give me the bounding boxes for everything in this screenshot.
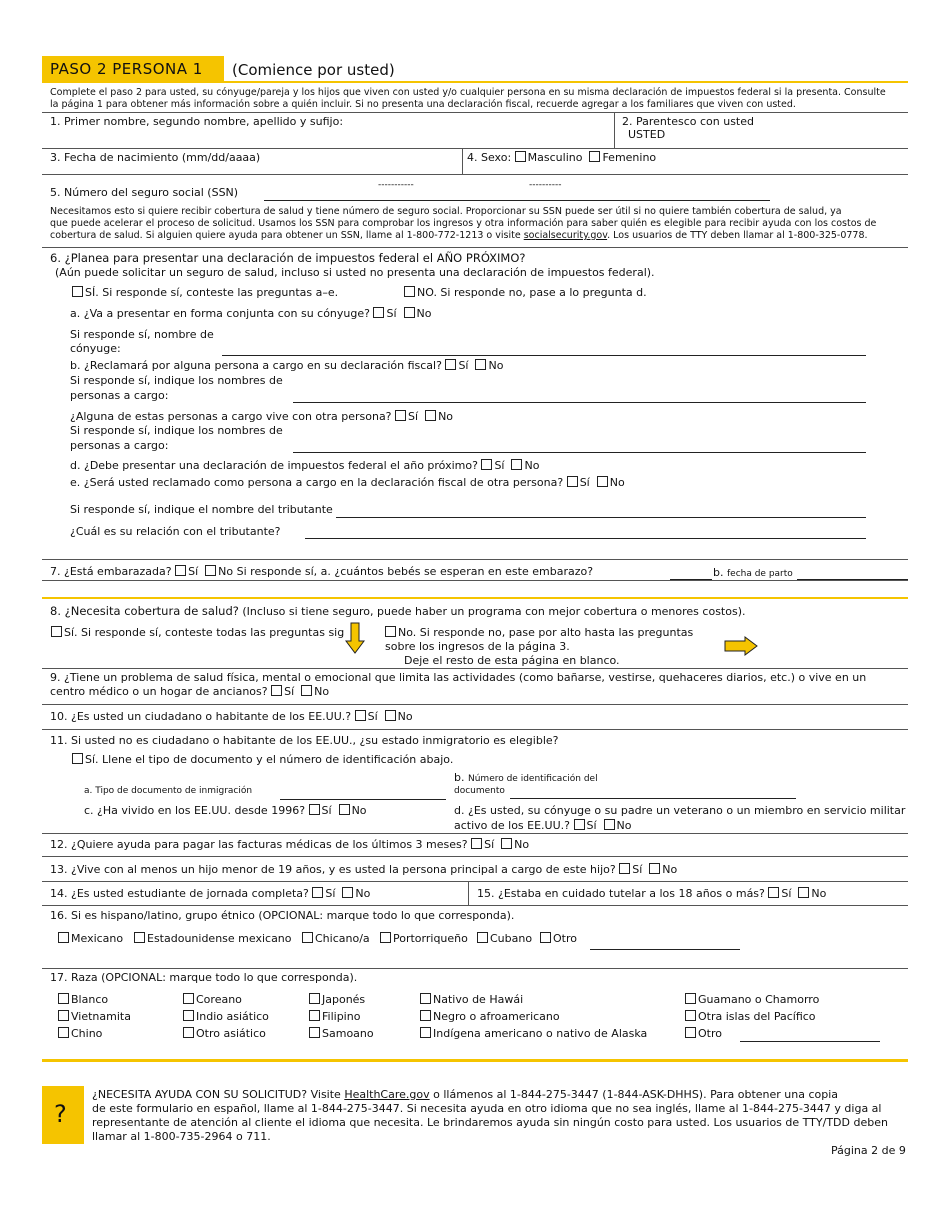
question-icon: ? <box>54 1100 67 1128</box>
checkbox-chino[interactable] <box>58 1027 69 1038</box>
q3-label: 3. Fecha de nacimiento (mm/dd/aaaa) <box>50 151 261 164</box>
checkbox-q15-yes[interactable] <box>768 887 779 898</box>
checkbox-otro-asiatico[interactable] <box>183 1027 194 1038</box>
dependents2-label: personas a cargo: <box>70 439 169 452</box>
q6-label: 6. ¿Planea para presentar una declaración de impuestos federal el AÑO PRÓXIMO? <box>50 251 526 265</box>
race-option: Samoano <box>309 1027 374 1040</box>
q8-no-line3: Deje el resto de esta página en blanco. <box>404 654 620 667</box>
checkbox-q11d-yes[interactable] <box>574 819 585 830</box>
ssn-input[interactable] <box>264 200 770 201</box>
help-text: llamar al 1-800-735-2964 o 711. <box>92 1130 271 1143</box>
checkbox-chicano[interactable] <box>302 932 313 943</box>
checkbox-male[interactable] <box>515 151 526 162</box>
checkbox-q11c-yes[interactable] <box>309 804 320 815</box>
help-text: ¿NECESITA AYUDA CON SU SOLICITUD? Visite HealthCare.gov o llámenos al 1-844-275-3447 (1-844-ASK-DHHS). Para obtener una copia <box>92 1088 839 1101</box>
spouse-name-input[interactable] <box>222 355 866 356</box>
checkbox-q6b-yes[interactable] <box>445 359 456 370</box>
race-option: Filipino <box>309 1010 360 1023</box>
q8-yes: Sí. Si responde sí, conteste todas las preguntas sig <box>51 626 344 639</box>
checkbox-otro-etnia[interactable] <box>540 932 551 943</box>
step-header-subtitle: (Comience por usted) <box>232 61 395 79</box>
q11a-label: a. Tipo de documento de inmigración <box>84 786 253 796</box>
checkbox-vietnamita[interactable] <box>58 1010 69 1021</box>
checkbox-q10-yes[interactable] <box>355 710 366 721</box>
checkbox-indigena[interactable] <box>420 1027 431 1038</box>
checkbox-nativo-hawai[interactable] <box>420 993 431 1004</box>
dependents-input[interactable] <box>293 402 866 403</box>
q6-yes: SÍ. Si responde sí, conteste las preguntas a–e. <box>72 286 338 299</box>
q17-label: 17. Raza (OPCIONAL: marque todo lo que corresponda). <box>50 971 358 984</box>
checkbox-blanco[interactable] <box>58 993 69 1004</box>
q4-label: 4. Sexo: Masculino Femenino <box>467 151 657 164</box>
q6c: ¿Alguna de estas personas a cargo vive con otra persona? Sí No <box>70 410 454 423</box>
checkbox-mexicano[interactable] <box>58 932 69 943</box>
document-id-input[interactable] <box>510 798 796 799</box>
q9-line2: centro médico o un hogar de ancianos? Sí No <box>50 685 330 698</box>
checkbox-q7-no[interactable] <box>205 565 216 576</box>
race-option: Japonés <box>309 993 365 1006</box>
q15: 15. ¿Estaba en cuidado tutelar a los 18 años o más? Sí No <box>477 887 827 900</box>
race-option: Otra islas del Pacífico <box>685 1010 816 1023</box>
filer-name-input[interactable] <box>336 517 866 518</box>
healthcare-link[interactable]: HealthCare.gov <box>344 1088 430 1101</box>
race-other-input[interactable] <box>740 1041 880 1042</box>
race-option: Coreano <box>183 993 242 1006</box>
checkbox-q11c-no[interactable] <box>339 804 350 815</box>
checkbox-coreano[interactable] <box>183 993 194 1004</box>
filer-relation-label: ¿Cuál es su relación con el tributante? <box>70 525 281 538</box>
checkbox-q6a-yes[interactable] <box>373 307 384 318</box>
checkbox-japones[interactable] <box>309 993 320 1004</box>
ssn-note: cobertura de salud. Si alguien quiere ayuda para obtener un SSN, llame al 1-800-772-1213 o visite socialsecurity.gov. Los usuarios de TTY deben llamar al 1-800-325-0778. <box>50 230 868 241</box>
q13: 13. ¿Vive con al menos un hijo menor de 19 años, y es usted la persona principal a cargo de este hijo? Sí No <box>50 863 678 876</box>
checkbox-q6c-no[interactable] <box>425 410 436 421</box>
checkbox-q15-no[interactable] <box>798 887 809 898</box>
checkbox-samoano[interactable] <box>309 1027 320 1038</box>
checkbox-q6e-yes[interactable] <box>567 476 578 487</box>
checkbox-q11-yes[interactable] <box>72 753 83 764</box>
checkbox-q14-yes[interactable] <box>312 887 323 898</box>
q1-label: 1. Primer nombre, segundo nombre, apellido y sufijo: <box>50 115 344 128</box>
checkbox-q8-no[interactable] <box>385 626 396 637</box>
checkbox-q14-no[interactable] <box>342 887 353 898</box>
q8-no-line2: sobre los ingresos de la página 3. <box>385 640 570 653</box>
ethnicity-option: Cubano <box>477 932 532 945</box>
checkbox-q12-yes[interactable] <box>471 838 482 849</box>
q7b: b. fecha de parto <box>713 566 793 579</box>
q6d: d. ¿Debe presentar una declaración de impuestos federal el año próximo? Sí No <box>70 459 540 472</box>
race-option: Indígena americano o nativo de Alaska <box>420 1027 647 1040</box>
q9-line1: 9. ¿Tiene un problema de salud física, mental o emocional que limita las actividades (como bañarse, vestirse, quehaceres diarios, etc.) o vive en un <box>50 671 867 684</box>
q6a: a. ¿Va a presentar en forma conjunta con su cónyuge? Sí No <box>70 307 432 320</box>
checkbox-q13-no[interactable] <box>649 863 660 874</box>
arrow-right-icon <box>724 636 758 656</box>
document-type-input[interactable] <box>280 799 446 800</box>
ssn-dash: ----------- <box>378 180 414 190</box>
race-option: Otro <box>685 1027 722 1040</box>
checkbox-q9-no[interactable] <box>301 685 312 696</box>
dependents2-label: Si responde sí, indique los nombres de <box>70 424 283 437</box>
checkbox-q6d-yes[interactable] <box>481 459 492 470</box>
checkbox-q13-yes[interactable] <box>619 863 630 874</box>
ssn-dash: ---------- <box>529 180 562 190</box>
spouse-name-label: Si responde sí, nombre de <box>70 328 214 341</box>
q11d-line2: activo de los EE.UU.? Sí No <box>454 819 632 832</box>
spouse-name-label: cónyuge: <box>70 342 121 355</box>
race-option: Indio asiático <box>183 1010 269 1023</box>
ethnicity-other-input[interactable] <box>590 949 740 950</box>
checkbox-indio-asiatico[interactable] <box>183 1010 194 1021</box>
q11-yes: Sí. Llene el tipo de documento y el número de identificación abajo. <box>72 753 453 766</box>
checkbox-q6b-no[interactable] <box>475 359 486 370</box>
q2-value: USTED <box>628 128 666 141</box>
checkbox-q12-no[interactable] <box>501 838 512 849</box>
dependents-label: personas a cargo: <box>70 389 169 402</box>
q6b: b. ¿Reclamará por alguna persona a cargo en su declaración fiscal? Sí No <box>70 359 504 372</box>
ethnicity-option: Chicano/a <box>302 932 370 945</box>
q10: 10. ¿Es usted un ciudadano o habitante de los EE.UU.? Sí No <box>50 710 413 723</box>
checkbox-q7-yes[interactable] <box>175 565 186 576</box>
dependents2-input[interactable] <box>293 452 866 453</box>
checkbox-q8-yes[interactable] <box>51 626 62 637</box>
q11b-label-line2: documento <box>454 786 505 796</box>
step-header-title: PASO 2 PERSONA 1 <box>50 60 203 78</box>
ssn-note: que puede acelerar el proceso de solicitud. Usamos los SSN para comprobar los ingresos y otra información para saber quién es elegible para recibir ayuda con los costos de <box>50 218 877 229</box>
race-option: Vietnamita <box>58 1010 131 1023</box>
checkbox-q11d-no[interactable] <box>604 819 615 830</box>
checkbox-q6-yes[interactable] <box>72 286 83 297</box>
q8-no: No. Si responde no, pase por alto hasta las preguntas <box>385 626 693 639</box>
checkbox-otra-islas[interactable] <box>685 1010 696 1021</box>
page-number: Página 2 de 9 <box>831 1144 906 1157</box>
checkbox-q6c-yes[interactable] <box>395 410 406 421</box>
ethnicity-option: Estadounidense mexicano <box>134 932 292 945</box>
checkbox-q6a-no[interactable] <box>404 307 415 318</box>
q11c: c. ¿Ha vivido en los EE.UU. desde 1996? Sí No <box>84 804 367 817</box>
ethnicity-option: Portorriqueño <box>380 932 468 945</box>
race-option: Guamano o Chamorro <box>685 993 819 1006</box>
q11d-line1: d. ¿Es usted, su cónyuge o su padre un veterano o un miembro en servicio militar <box>454 804 906 817</box>
help-text: representante de atención al cliente el idioma que necesita. Le brindaremos ayuda sin ningún costo para usted. Los usuarios de TTY/TDD deben <box>92 1116 888 1129</box>
help-text: de este formulario en español, llame al 1-844-275-3447. Si necesita ayuda en otro idioma que no sea inglés, llame al 1-844-275-3447 y diga al <box>92 1102 882 1115</box>
q8: 8. ¿Necesita cobertura de salud? (Incluso si tiene seguro, puede haber un programa con mejor cobertura o menores costos). <box>50 604 746 618</box>
arrow-down-icon <box>345 622 365 654</box>
checkbox-estadounidense-mexicano[interactable] <box>134 932 145 943</box>
ethnicity-option: Mexicano <box>58 932 123 945</box>
checkbox-otro-raza[interactable] <box>685 1027 696 1038</box>
checkbox-portorriqueno[interactable] <box>380 932 391 943</box>
q14: 14. ¿Es usted estudiante de jornada completa? Sí No <box>50 887 371 900</box>
socialsecurity-link[interactable]: socialsecurity.gov <box>523 230 608 241</box>
race-option: Chino <box>58 1027 102 1040</box>
q2-label: 2. Parentesco con usted <box>622 115 754 128</box>
checkbox-cubano[interactable] <box>477 932 488 943</box>
ssn-note: Necesitamos esto si quiere recibir cobertura de salud y tiene número de seguro social. Proporcionar su SSN puede ser útil si no quiere también cobertura de salud, ya <box>50 206 842 217</box>
dependents-label: Si responde sí, indique los nombres de <box>70 374 283 387</box>
q6e: e. ¿Será usted reclamado como persona a cargo en la declaración fiscal de otra persona? Sí No <box>70 476 625 489</box>
q11b-label: b. Número de identificación del <box>454 771 598 784</box>
checkbox-q10-no[interactable] <box>385 710 396 721</box>
checkbox-guamano[interactable] <box>685 993 696 1004</box>
q7: 7. ¿Está embarazada? Sí No Si responde sí, a. ¿cuántos bebés se esperan en este embarazo? <box>50 565 594 578</box>
q6-no: NO. Si responde no, pase a lo pregunta d. <box>404 286 647 299</box>
race-option: Blanco <box>58 993 108 1006</box>
intro-text: la página 1 para obtener más información sobre a quién incluir. Si no presenta una declaración fiscal, recuerde agregar a los familiares que viven con usted. <box>50 99 796 110</box>
race-option: Negro o afroamericano <box>420 1010 560 1023</box>
q6-sub: (Aún puede solicitar un seguro de salud, incluso si usted no presenta una declaración de impuestos federal). <box>55 266 655 279</box>
q16-label: 16. Si es hispano/latino, grupo étnico (OPCIONAL: marque todo lo que corresponda). <box>50 909 515 922</box>
checkbox-q6e-no[interactable] <box>597 476 608 487</box>
q12: 12. ¿Quiere ayuda para pagar las facturas médicas de los últimos 3 meses? Sí No <box>50 838 530 851</box>
filer-name-label: Si responde sí, indique el nombre del tributante <box>70 503 333 516</box>
intro-text: Complete el paso 2 para usted, su cónyuge/pareja y los hijos que viven con usted y/o cualquier persona en su misma declaración de impuestos federal si la presenta. Consulte <box>50 87 886 98</box>
checkbox-female[interactable] <box>589 151 600 162</box>
checkbox-negro[interactable] <box>420 1010 431 1021</box>
ethnicity-option: Otro <box>540 932 577 945</box>
race-option: Otro asiático <box>183 1027 266 1040</box>
checkbox-q6d-no[interactable] <box>511 459 522 470</box>
q11-label: 11. Si usted no es ciudadano o habitante de los EE.UU., ¿su estado inmigratorio es elegible? <box>50 734 559 747</box>
filer-relation-input[interactable] <box>305 538 866 539</box>
race-option: Nativo de Hawái <box>420 993 523 1006</box>
checkbox-q9-yes[interactable] <box>271 685 282 696</box>
checkbox-filipino[interactable] <box>309 1010 320 1021</box>
checkbox-q6-no[interactable] <box>404 286 415 297</box>
q5-label: 5. Número del seguro social (SSN) <box>50 186 239 199</box>
